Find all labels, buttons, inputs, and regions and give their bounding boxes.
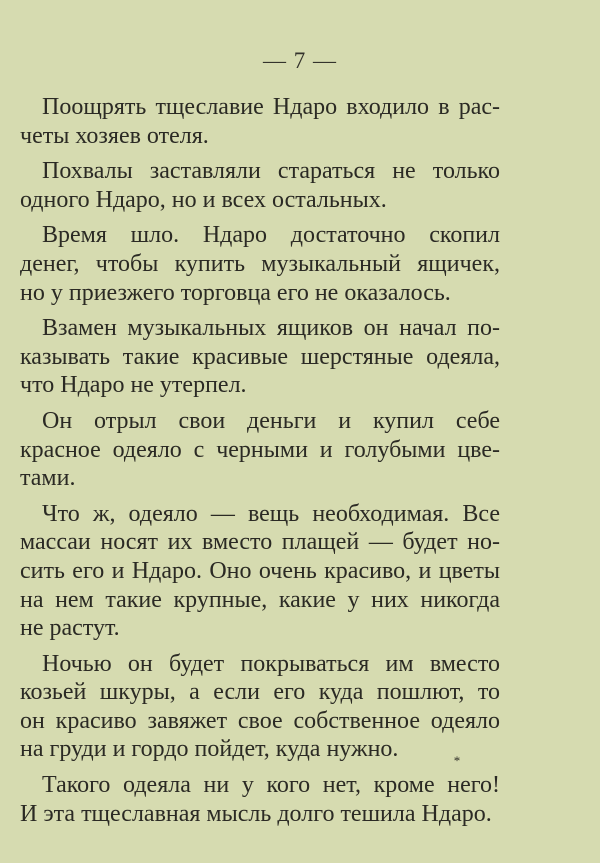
- text-line: козьей шкуры, а если его куда пошлют, то: [20, 679, 500, 706]
- text-line: Он отрыл свои деньги и купил себе: [42, 407, 500, 434]
- paragraph: [20, 314, 500, 400]
- text-line: казывать такие красивые шерстяные одеяла,: [20, 343, 500, 370]
- main-text: [20, 93, 500, 835]
- text-line: на нем такие крупные, какие у них никогда: [20, 586, 500, 613]
- text-line: он красиво завяжет свое собственное одеяло: [20, 707, 500, 734]
- paragraph: [20, 500, 500, 643]
- text-line: красное одеяло с черными и голубыми цве-: [20, 436, 500, 463]
- text-line: на груди и гордо пойдет, куда нужно.: [20, 736, 399, 763]
- text-line: сить его и Ндаро. Оно очень красиво, и цветы: [20, 557, 500, 584]
- paragraph: [20, 650, 500, 764]
- text-line: Взамен музыкальных ящиков он начал по-: [42, 315, 500, 342]
- text-line: Похвалы заставляли стараться не только: [42, 158, 500, 185]
- page-number: — 7 —: [263, 48, 337, 73]
- text-line: четы хозяев отеля.: [20, 122, 209, 149]
- paragraph: [20, 771, 500, 828]
- text-line: одного Ндаро, но и всех остальных.: [20, 186, 387, 213]
- text-line: Ночью он будет покрываться им вместо: [42, 650, 500, 677]
- text-line: И эта тщеславная мысль долго тешила Ндаро.: [20, 800, 492, 827]
- text-line: не растут.: [20, 615, 120, 642]
- text-line: но у приезжего торговца его не оказалось.: [20, 279, 451, 306]
- paragraph: [20, 221, 500, 307]
- text-line: денег, чтобы купить музыкальный ящичек,: [20, 250, 500, 277]
- text-line: Поощрять тщеславие Ндаро входило в рас-: [42, 94, 500, 120]
- text-line: что Ндаро не утерпел.: [20, 372, 247, 399]
- paragraph: [20, 93, 500, 150]
- text-line: Время шло. Ндаро достаточно скопил: [42, 222, 500, 249]
- paragraph: [20, 157, 500, 214]
- ornament-asterisk-icon: *: [453, 753, 461, 768]
- paragraph: [20, 407, 500, 493]
- text-line: Что ж, одеяло — вещь необходимая. Все: [42, 500, 500, 527]
- text-line: тами.: [20, 465, 76, 492]
- text-line: массаи носят их вместо плащей — будет но-: [20, 529, 500, 556]
- text-line: Такого одеяла ни у кого нет, кроме него!: [42, 772, 500, 799]
